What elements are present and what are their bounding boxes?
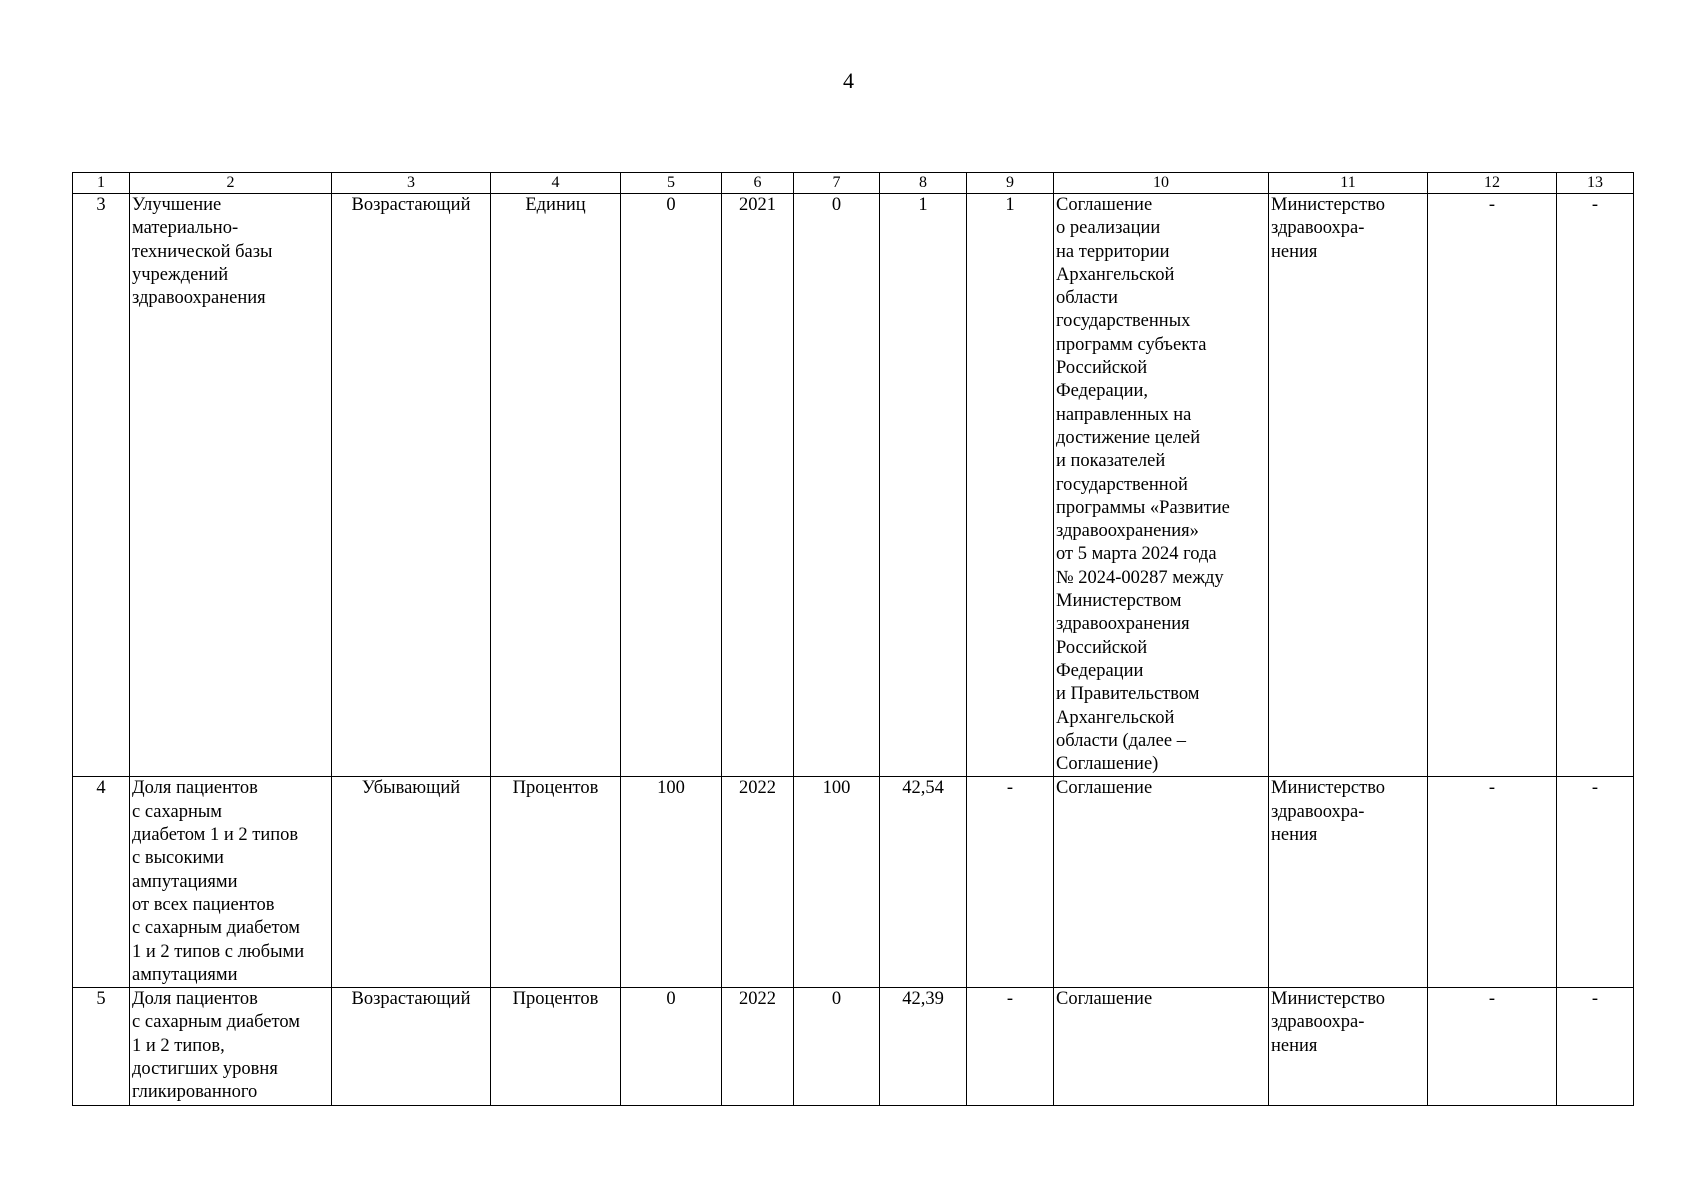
indicator-name-cell: Доля пациентов с сахарным диабетом 1 и 2 типов с высокими ампутациями от всех пациентов с сахарным диабетом 1 и 2 типов с любыми ампутациями [130,777,332,988]
page-number: 4 [843,68,854,93]
value-cell-13: - [1557,194,1634,777]
table-header-row [73,173,1634,194]
document-cell: Соглашение [1054,988,1269,1105]
value-cell-5: 100 [621,777,722,988]
direction-cell: Убывающий [332,777,491,988]
header-cell: 12 [1428,173,1557,194]
value-cell-12: - [1428,777,1557,988]
indicator-name-cell: Улучшение материально- технической базы учреждений здравоохранения [130,194,332,777]
responsible-cell: Министерство здравоохра- нения [1269,777,1428,988]
value-cell-12: - [1428,988,1557,1105]
value-cell-8: 42,39 [880,988,967,1105]
responsible-cell: Министерство здравоохра- нения [1269,194,1428,777]
row-number-cell: 4 [73,777,130,988]
header-cell: 13 [1557,173,1634,194]
year-cell: 2022 [722,777,794,988]
table-row [73,777,1634,988]
value-cell-7: 0 [794,988,880,1105]
header-cell: 9 [967,173,1054,194]
header-cell: 1 [73,173,130,194]
unit-cell: Процентов [491,777,621,988]
table-row [73,988,1634,1105]
indicators-table [72,172,1634,1106]
year-cell: 2022 [722,988,794,1105]
header-cell: 3 [332,173,491,194]
value-cell-9: - [967,777,1054,988]
value-cell-8: 1 [880,194,967,777]
header-cell: 6 [722,173,794,194]
row-number-cell: 5 [73,988,130,1105]
header-cell: 2 [130,173,332,194]
direction-cell: Возрастающий [332,194,491,777]
value-cell-13: - [1557,988,1634,1105]
value-cell-13: - [1557,777,1634,988]
value-cell-7: 100 [794,777,880,988]
value-cell-9: 1 [967,194,1054,777]
value-cell-5: 0 [621,988,722,1105]
year-cell: 2021 [722,194,794,777]
header-cell: 11 [1269,173,1428,194]
value-cell-12: - [1428,194,1557,777]
header-cell: 4 [491,173,621,194]
unit-cell: Процентов [491,988,621,1105]
responsible-cell: Министерство здравоохра- нения [1269,988,1428,1105]
value-cell-7: 0 [794,194,880,777]
unit-cell: Единиц [491,194,621,777]
value-cell-9: - [967,988,1054,1105]
document-cell: Соглашение [1054,777,1269,988]
header-cell: 10 [1054,173,1269,194]
indicator-name-cell: Доля пациентов с сахарным диабетом 1 и 2 типов, достигших уровня гликированного [130,988,332,1105]
value-cell-8: 42,54 [880,777,967,988]
row-number-cell: 3 [73,194,130,777]
value-cell-5: 0 [621,194,722,777]
direction-cell: Возрастающий [332,988,491,1105]
document-cell: Соглашение о реализации на территории Архангельской области государственных программ субъекта Российской Федерации, направленных на достижение целей и показателей государственной программы «Развитие здравоохранения» от 5 марта 2024 года № 2024-00287 между Министерством здравоохранения Российской Федерации и Правительством Архангельской области (далее – Соглашение) [1054,194,1269,777]
table-row [73,194,1634,777]
header-cell: 5 [621,173,722,194]
header-cell: 7 [794,173,880,194]
header-cell: 8 [880,173,967,194]
